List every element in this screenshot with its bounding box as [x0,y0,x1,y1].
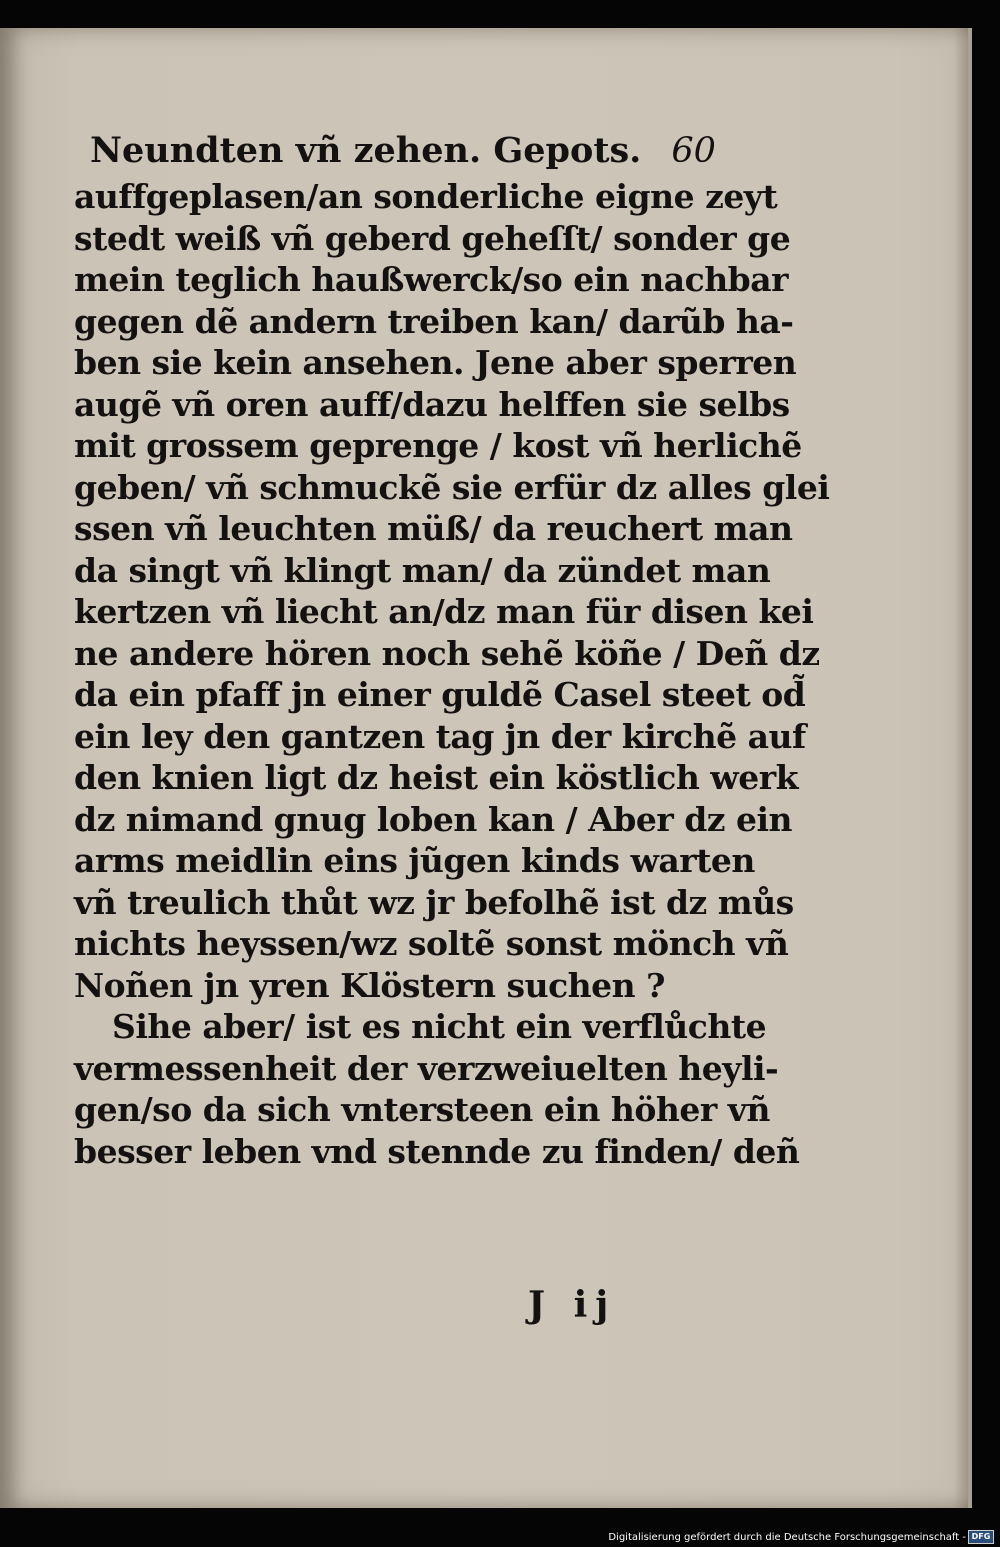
text-line: den knien ligt dz heist ein köstlich werk [74,758,798,797]
text-line: da singt vñ klingt man/ da zündet man [74,550,771,590]
book-page [0,28,972,1508]
text-line: gegen dẽ andern treiben kan/ darũb ha- [74,301,794,341]
text-line: ne andere hören noch sehẽ köñe / Deñ dz [74,633,820,673]
digitization-credit: Digitalisierung gefördert durch die Deutsche Forschungsgemeinschaft - [608,1532,966,1543]
text-line: geben/ vñ schmuckẽ sie erfür dz alles glei [74,467,830,507]
text-line: dz nimand gnug loben kan / Aber dz ein [74,799,793,839]
dfg-logo-badge: DFG [968,1530,994,1544]
text-line: auffgeplasen/an sonderliche eigne zeyt [74,177,778,216]
page-number: 60 [671,131,716,171]
text-line: ben sie kein ansehen. Jene aber sperren [74,343,797,382]
text-line: mit grossem geprenge / kost vñ herlichẽ [74,426,802,465]
text-line: augẽ vñ oren auff/dazu helffen sie selbs [74,384,790,424]
paragraph-first-line: Sihe aber/ ist es nicht ein verflůchte [112,1007,767,1046]
running-headline [90,128,764,176]
text-line: ssen vñ leuchten müß/ da reuchert man [74,509,793,548]
text-line: nichts heyssen/wz soltẽ sonst mönch vñ [74,924,789,963]
headline-text: Neundten vñ zehen. Gepots. [90,130,642,171]
text-line: mein teglich haußwerck/so ein nachbar [74,260,789,299]
signature-mark: J ij [528,1284,617,1326]
text-line: stedt weiß vñ geberd geheſſt/ sonder ge [74,218,791,258]
text-line: da ein pfaff jn einer guldẽ Casel steet od̃ [74,675,806,714]
text-line: vermessenheit der verzweiuelten heyli- [74,1048,779,1088]
text-line: ein ley den gantzen tag jn der kirchẽ auf [74,716,806,756]
text-line: besser leben vnd stennde zu finden/ deñ [74,1131,800,1171]
text-line: arms meidlin eins jũgen kinds warten [74,841,755,880]
text-block [74,128,830,1172]
text-line: Noñen jn yren Klöstern suchen ? [74,965,665,1005]
text-line: gen/so da sich vntersteen ein höher vñ [74,1090,770,1129]
text-line: kertzen vñ liecht an/dz man für disen kei [74,592,814,631]
text-line: vñ treulich thůt wz jr befolhẽ ist dz můs [74,882,794,922]
